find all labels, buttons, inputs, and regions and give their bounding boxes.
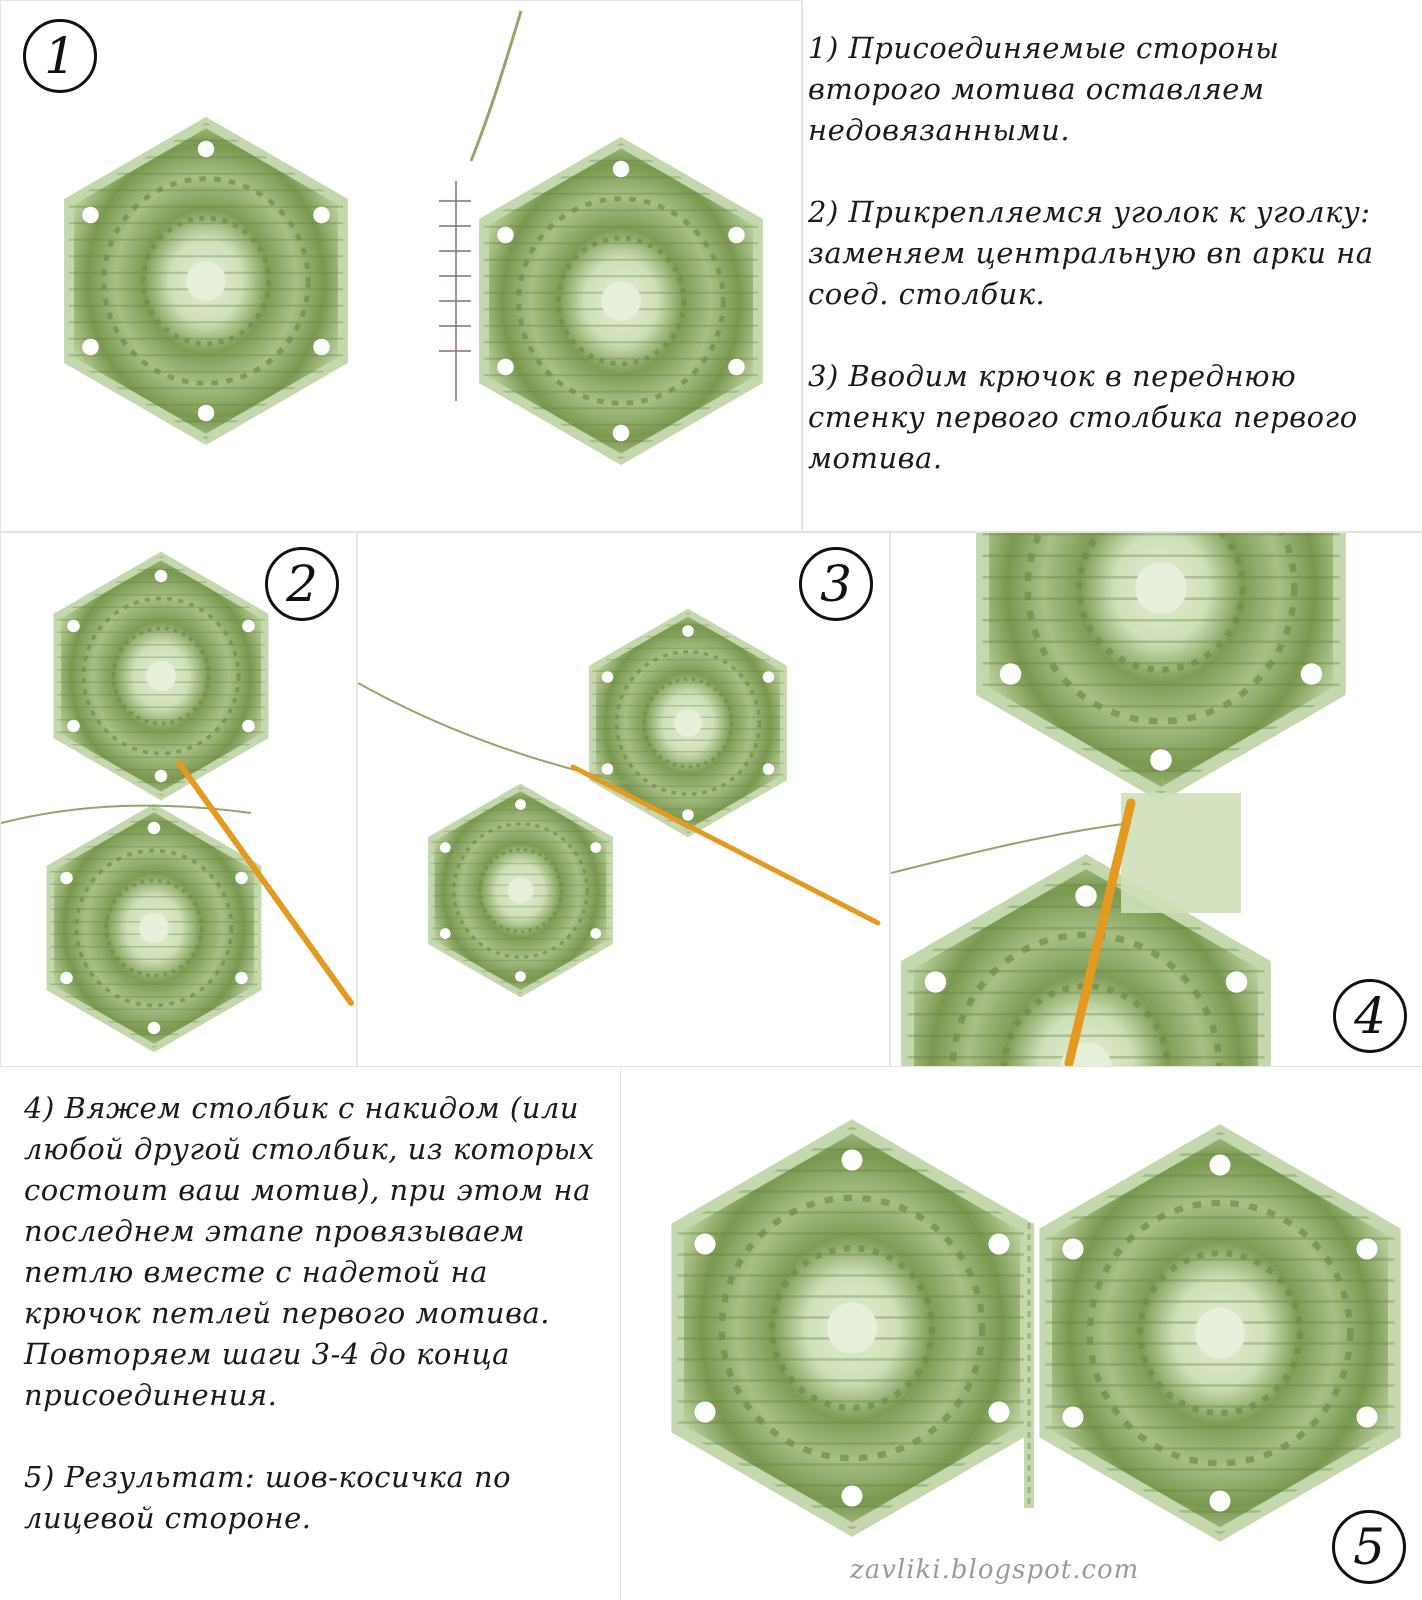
hexagon-motif-icon [358, 533, 889, 1066]
photo-step-4 [890, 532, 1422, 1067]
divider [0, 531, 1422, 532]
divider [802, 0, 803, 530]
step-5-badge: 5 [1332, 1510, 1406, 1584]
step-1-badge: 1 [23, 19, 97, 93]
divider [620, 1066, 621, 1600]
hexagon-motif-icon [622, 1068, 1422, 1600]
step-4-badge: 4 [1333, 979, 1407, 1053]
instruction-5: 5) Результат: шов-косичка по лицевой стороне. [24, 1460, 512, 1535]
instruction-4: 4) Вяжем столбик с накидом (или любой другой столбик, из которых состоит ваш мотив), при этом на последнем этапе провязываем петлю вместе с надетой на крючок петлей первого мотива. [24, 1091, 595, 1330]
hexagon-motif-icon [1, 1, 801, 531]
hexagon-motif-icon [891, 533, 1422, 1066]
instruction-3: 3) Вводим крючок в переднюю стенку первого столбика первого мотива. [808, 359, 1358, 475]
step-2-badge: 2 [265, 547, 339, 621]
watermark: zavliki.blogspot.com [850, 1555, 1140, 1585]
divider [0, 1066, 1422, 1067]
photo-step-5 [622, 1068, 1422, 1600]
photo-step-3 [357, 532, 890, 1067]
instruction-1: 1) Присоединяемые стороны второго мотива оставляем недовязанными. [808, 31, 1280, 147]
instruction-4b: Повторяем шаги 3-4 до конца присоединения. [24, 1337, 510, 1412]
step-3-badge: 3 [799, 547, 873, 621]
instructions-top [808, 28, 1408, 479]
photo-step-2 [0, 532, 357, 1067]
photo-step-1 [0, 0, 802, 532]
stitch-diagram [439, 181, 471, 401]
instructions-bottom [24, 1088, 599, 1539]
instruction-2: 2) Прикрепляемся уголок к уголку: заменяем центральную вп арки на соед. столбик. [808, 195, 1374, 311]
